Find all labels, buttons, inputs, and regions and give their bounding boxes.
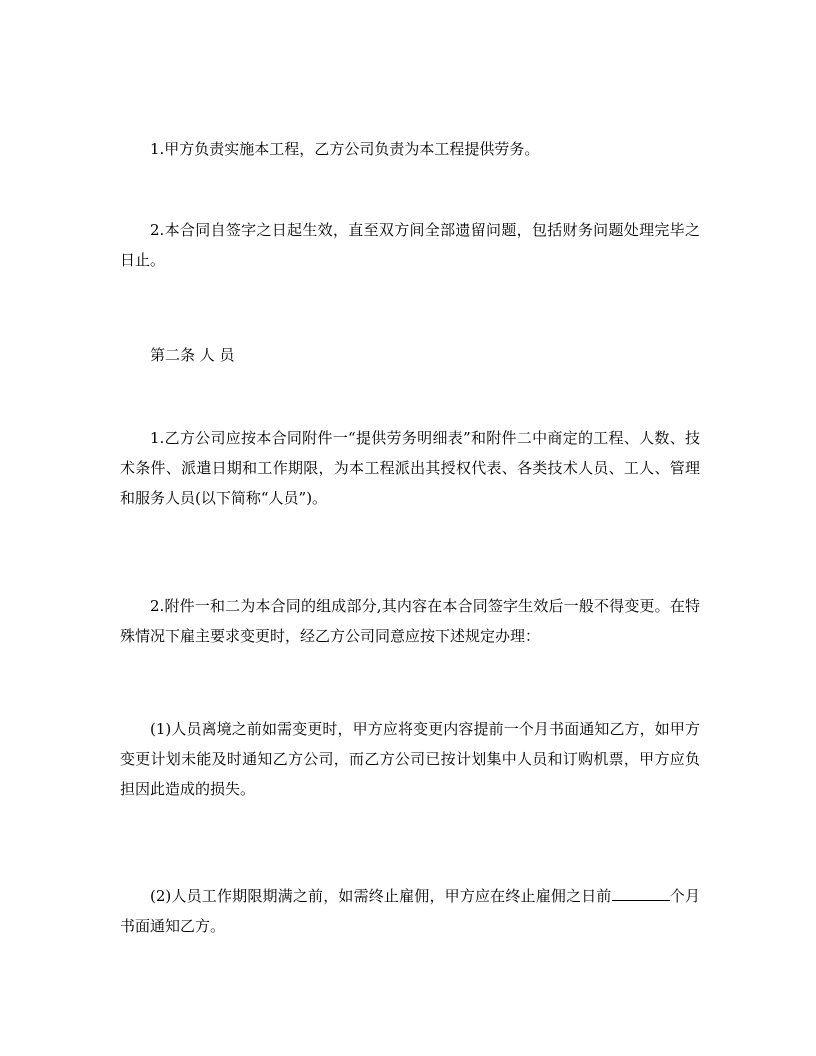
clause-1-2: 2.本合同自签字之日起生效，直至双方间全部遗留问题，包括财务问题处理完毕之日止。 [120, 221, 700, 269]
clause-2-2: 2.附件一和二为本合同的组成部分,其内容在本合同签字生效后一般不得变更。在特殊情况下雇主要求变更时，经乙方公司同意应按下述规定办理： [120, 597, 700, 645]
clause-1-1: 1.甲方负责实施本工程，乙方公司负责为本工程提供劳务。 [150, 140, 540, 158]
fill-in-blank [612, 886, 670, 901]
clause-2-1: 1.乙方公司应按本合同附件一“提供劳务明细表”和附件二中商定的工程、人数、技术条件、派遣日期和工作期限，为本工程派出其授权代表、各类技术人员、工人、管理和服务人员(以下简称“人员”)。 [120, 429, 700, 507]
clause-2-2-2-text-before: (2)人员工作期限期满之前，如需终止雇佣，甲方应在终止雇佣之日前 [150, 887, 612, 905]
clause-2-2-2-text-after: 个月书面通知乙方。 [120, 887, 700, 935]
clause-2-2-2 [120, 881, 700, 941]
section-heading-personnel: 第二条 人 员 [150, 346, 235, 364]
clause-2-2-1: (1)人员离境之前如需变更时，甲方应将变更内容提前一个月书面通知乙方，如甲方变更计划未能及时通知乙方公司，而乙方公司已按计划集中人员和订购机票，甲方应负担因此造成的损失。 [120, 720, 700, 798]
